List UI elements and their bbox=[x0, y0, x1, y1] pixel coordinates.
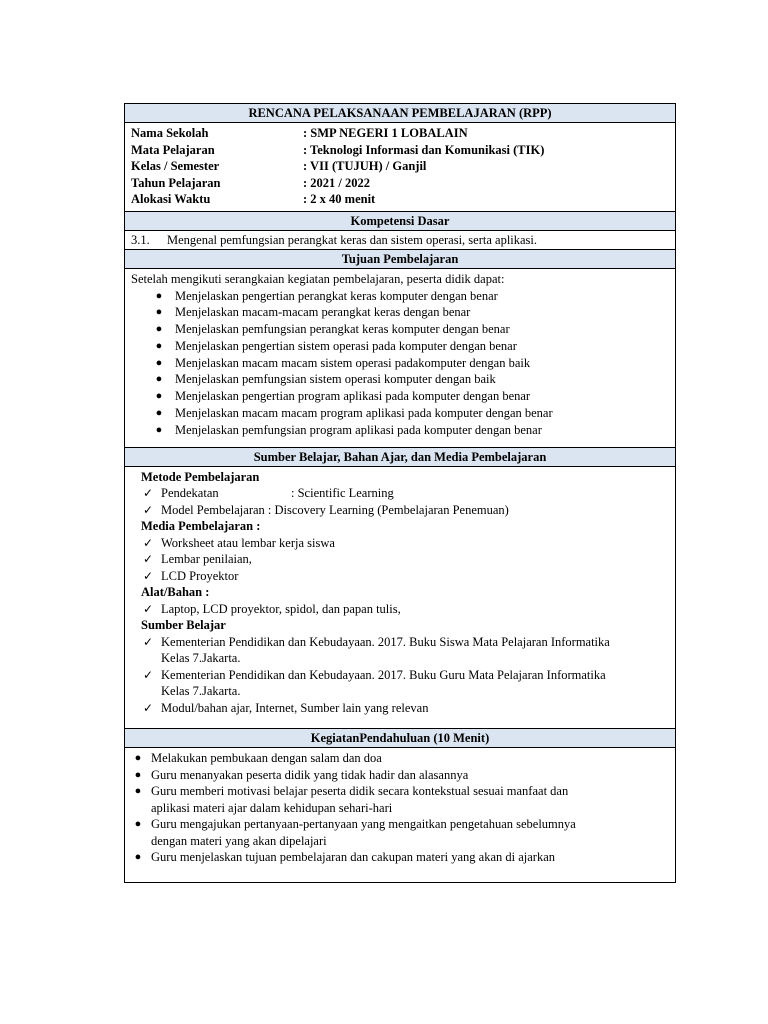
tujuan-item bbox=[125, 304, 675, 321]
tujuan-item-text: Menjelaskan macam macam sistem operasi padakomputer dengan baik bbox=[175, 355, 531, 370]
kegiatan-line1: Guru mengajukan pertanyaan-pertanyaan yang mengaitkan pengetahuan sebelumnya bbox=[151, 817, 576, 832]
metode-title: Metode Pembelajaran bbox=[141, 469, 260, 484]
media-item bbox=[125, 568, 675, 585]
check-icon: ✓ bbox=[142, 486, 153, 501]
bullet-icon: ● bbox=[155, 289, 163, 302]
rpp-document bbox=[124, 103, 676, 883]
kegiatan-item bbox=[125, 783, 675, 816]
kegiatan-item-text bbox=[151, 750, 675, 767]
identity-row-subject bbox=[125, 142, 675, 159]
kegiatan-item bbox=[125, 767, 675, 784]
check-icon: ✓ bbox=[142, 502, 153, 517]
tujuan-section bbox=[125, 269, 675, 448]
tujuan-intro: Setelah mengikuti serangkaian kegiatan pembelajaran, peserta didik dapat: bbox=[131, 272, 505, 286]
tujuan-item-text: Menjelaskan macam-macam perangkat keras dengan benar bbox=[175, 305, 471, 320]
bullet-icon: ● bbox=[134, 768, 142, 781]
sumber-belajar-title: Sumber Belajar bbox=[141, 618, 226, 633]
metode-item-text bbox=[161, 485, 675, 502]
kegiatan-item bbox=[125, 816, 675, 849]
bullet-icon: ● bbox=[155, 306, 163, 319]
sumber-header: Sumber Belajar, Bahan Ajar, dan Media Pembelajaran bbox=[125, 448, 675, 467]
sumber-section bbox=[125, 467, 675, 730]
identity-row-class bbox=[125, 158, 675, 175]
tujuan-item bbox=[125, 371, 675, 388]
identity-row-time bbox=[125, 191, 675, 208]
identity-label: Alokasi Waktu bbox=[131, 192, 211, 206]
check-icon: ✓ bbox=[142, 601, 153, 616]
metode-item bbox=[125, 485, 675, 502]
kompetensi-text: Mengenal pemfungsian perangkat keras dan sistem operasi, serta aplikasi. bbox=[167, 233, 538, 247]
tujuan-item bbox=[125, 288, 675, 305]
identity-label: Mata Pelajaran bbox=[131, 142, 215, 157]
document-title: RENCANA PELAKSANAAN PEMBELAJARAN (RPP) bbox=[125, 104, 675, 123]
tujuan-item-text: Menjelaskan pengertian perangkat keras komputer dengan benar bbox=[175, 288, 498, 303]
bullet-icon: ● bbox=[134, 752, 142, 765]
media-item-text: LCD Proyektor bbox=[161, 568, 239, 583]
media-title: Media Pembelajaran : bbox=[141, 519, 261, 534]
tujuan-item-text: Menjelaskan pengertian sistem operasi pada komputer dengan benar bbox=[175, 338, 517, 353]
tujuan-item-text: Menjelaskan pemfungsian perangkat keras komputer dengan benar bbox=[175, 322, 510, 337]
bullet-icon: ● bbox=[155, 356, 163, 369]
sumber-item-line2: Kelas 7.Jakarta. bbox=[161, 651, 241, 666]
tujuan-item bbox=[125, 388, 675, 405]
tujuan-item-text: Menjelaskan pemfungsian program aplikasi pada komputer dengan benar bbox=[175, 422, 542, 437]
metode-label: Model Pembelajaran bbox=[161, 502, 265, 517]
metode-item bbox=[125, 502, 675, 519]
kegiatan-list bbox=[125, 750, 675, 866]
identity-row-school bbox=[125, 125, 675, 142]
tujuan-item-text: Menjelaskan pemfungsian sistem operasi komputer dengan baik bbox=[175, 372, 496, 387]
tujuan-list bbox=[125, 288, 675, 439]
tujuan-item bbox=[125, 405, 675, 422]
check-icon: ✓ bbox=[142, 667, 153, 682]
check-icon: ✓ bbox=[142, 700, 153, 715]
kegiatan-line1: Guru memberi motivasi belajar peserta didik secara kontekstual sesuai manfaat dan bbox=[151, 784, 569, 799]
identity-value: : SMP NEGERI 1 LOBALAIN bbox=[303, 126, 468, 140]
identity-label: Tahun Pelajaran bbox=[131, 175, 221, 190]
alat-list bbox=[125, 601, 675, 618]
bullet-icon: ● bbox=[155, 407, 163, 420]
alat-item-text: Laptop, LCD proyektor, spidol, dan papan tulis, bbox=[161, 601, 401, 616]
kegiatan-line1: Guru menjelaskan tujuan pembelajaran dan cakupan materi yang akan di ajarkan bbox=[151, 850, 555, 865]
media-list bbox=[125, 535, 675, 585]
bullet-icon: ● bbox=[134, 818, 142, 831]
bullet-icon: ● bbox=[134, 851, 142, 864]
kegiatan-line2: dengan materi yang akan dipelajari bbox=[151, 833, 327, 848]
identity-value: : 2 x 40 menit bbox=[303, 192, 376, 206]
check-icon: ✓ bbox=[142, 552, 153, 567]
tujuan-item bbox=[125, 355, 675, 372]
kegiatan-line1: Guru menanyakan peserta didik yang tidak hadir dan alasannya bbox=[151, 767, 469, 782]
sumber-item bbox=[125, 700, 675, 717]
tujuan-header: Tujuan Pembelajaran bbox=[125, 250, 675, 269]
sumber-item-text bbox=[161, 634, 675, 667]
kegiatan-header: KegiatanPendahuluan (10 Menit) bbox=[125, 729, 675, 748]
sumber-item-text bbox=[161, 700, 675, 717]
bullet-icon: ● bbox=[155, 373, 163, 386]
metode-value: : Discovery Learning (Pembelajaran Penemuan) bbox=[267, 502, 509, 517]
identity-value: : VII (TUJUH) / Ganjil bbox=[303, 159, 427, 173]
metode-value: : Scientific Learning bbox=[291, 486, 394, 501]
kegiatan-line2: aplikasi materi ajar dalam kehidupan sehari-hari bbox=[151, 800, 393, 815]
alat-title: Alat/Bahan : bbox=[141, 585, 210, 600]
check-icon: ✓ bbox=[142, 568, 153, 583]
tujuan-item-text: Menjelaskan pengertian program aplikasi pada komputer dengan benar bbox=[175, 389, 531, 404]
sumber-list bbox=[125, 634, 675, 717]
bullet-icon: ● bbox=[155, 423, 163, 436]
sumber-item bbox=[125, 634, 675, 667]
bullet-icon: ● bbox=[155, 390, 163, 403]
check-icon: ✓ bbox=[142, 634, 153, 649]
tujuan-item-text: Menjelaskan macam macam program aplikasi pada komputer dengan benar bbox=[175, 406, 553, 421]
bullet-icon: ● bbox=[155, 323, 163, 336]
sumber-item-text bbox=[161, 667, 675, 700]
metode-item-text bbox=[161, 502, 675, 519]
identity-label: Kelas / Semester bbox=[131, 159, 220, 173]
kegiatan-item bbox=[125, 750, 675, 767]
kegiatan-item bbox=[125, 849, 675, 866]
kegiatan-item-text bbox=[151, 849, 675, 866]
tujuan-item bbox=[125, 338, 675, 355]
kegiatan-item-text bbox=[151, 816, 675, 849]
metode-label: Pendekatan bbox=[161, 486, 219, 501]
kompetensi-number: 3.1. bbox=[131, 233, 150, 247]
identity-section bbox=[125, 123, 675, 212]
media-item bbox=[125, 535, 675, 552]
sumber-item-line2: Kelas 7.Jakarta. bbox=[161, 684, 241, 699]
sumber-item-line1: Kementerian Pendidikan dan Kebudayaan. 2017. Buku Siswa Mata Pelajaran Informatika bbox=[161, 634, 610, 649]
tujuan-item bbox=[125, 321, 675, 338]
kegiatan-item-text bbox=[151, 783, 675, 816]
sumber-item-line1: Kementerian Pendidikan dan Kebudayaan. 2017. Buku Guru Mata Pelajaran Informatika bbox=[161, 667, 606, 682]
kompetensi-row bbox=[125, 231, 675, 249]
bullet-icon: ● bbox=[155, 339, 163, 352]
bullet-icon: ● bbox=[134, 785, 142, 798]
identity-row-year bbox=[125, 175, 675, 192]
sumber-item-line1: Modul/bahan ajar, Internet, Sumber lain yang relevan bbox=[161, 700, 429, 715]
media-item-text: Lembar penilaian, bbox=[161, 552, 252, 567]
media-item bbox=[125, 551, 675, 568]
media-item-text: Worksheet atau lembar kerja siswa bbox=[161, 535, 335, 550]
kegiatan-line1: Melakukan pembukaan dengan salam dan doa bbox=[151, 751, 382, 766]
tujuan-item bbox=[125, 422, 675, 439]
identity-label: Nama Sekolah bbox=[131, 126, 209, 140]
identity-value: : 2021 / 2022 bbox=[303, 175, 371, 190]
kompetensi-section bbox=[125, 231, 675, 250]
alat-item bbox=[125, 601, 675, 618]
check-icon: ✓ bbox=[142, 535, 153, 550]
sumber-item bbox=[125, 667, 675, 700]
kegiatan-item-text bbox=[151, 767, 675, 784]
identity-value: : Teknologi Informasi dan Komunikasi (TIK) bbox=[303, 142, 545, 157]
kegiatan-section bbox=[125, 748, 675, 882]
kompetensi-header: Kompetensi Dasar bbox=[125, 212, 675, 231]
